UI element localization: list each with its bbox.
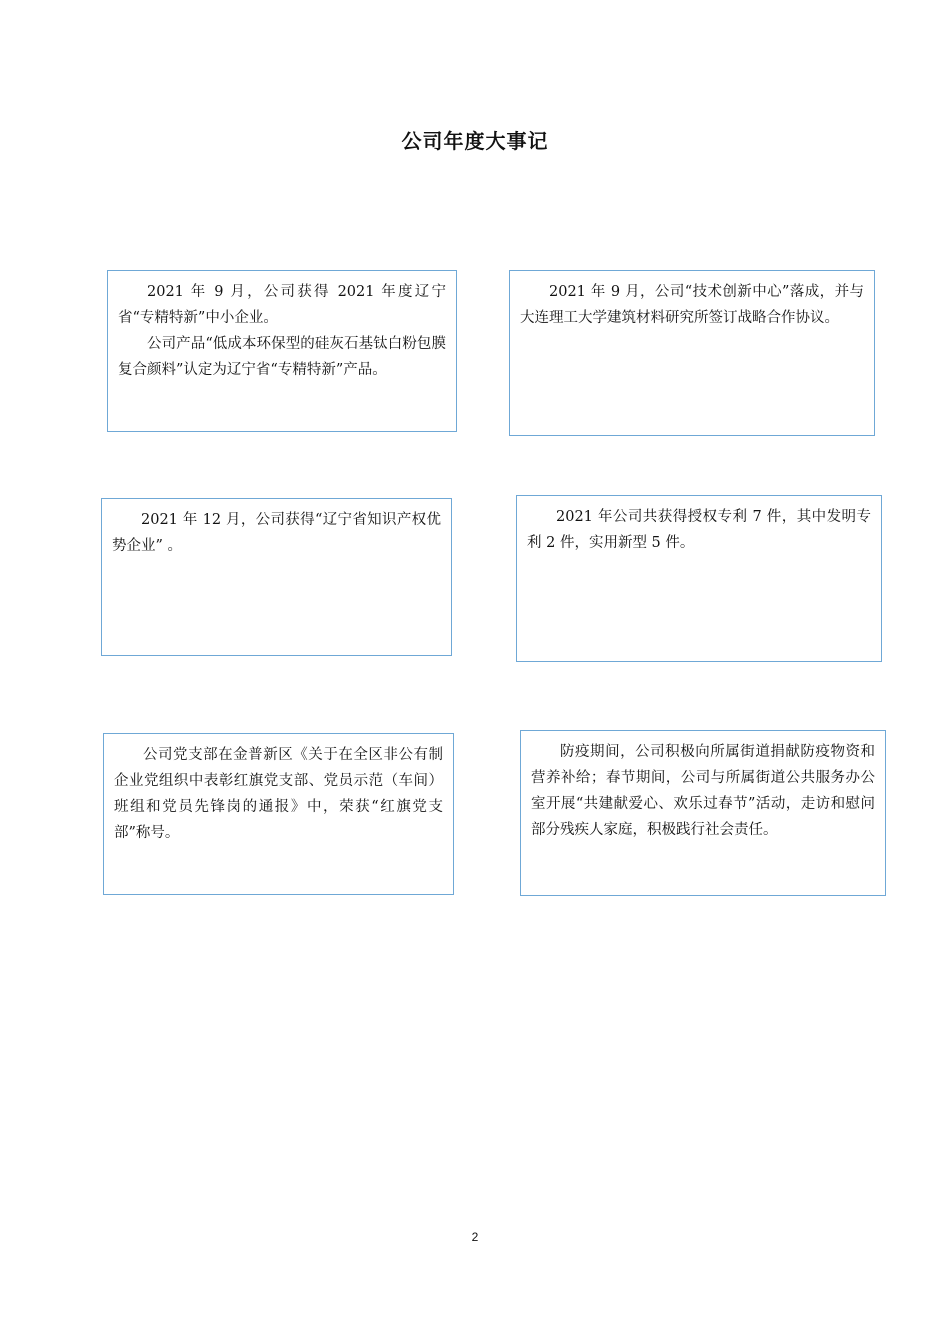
event-box-ip-advantage-enterprise [101,498,452,656]
event-box-patents [516,495,882,662]
page-number: 2 [471,1230,479,1244]
event-paragraph: 防疫期间，公司积极向所属街道捐献防疫物资和营养补给；春节期间，公司与所属街道公共服务办公室开展“共建献爱心、欢乐过春节”活动，走访和慰问部分残疾人家庭，积极践行社会责任。 [531,744,875,838]
event-paragraph: 2021 年公司共获得授权专利 7 件，其中发明专利 2 件，实用新型 5 件。 [527,509,871,551]
event-paragraph: 2021 年 9 月，公司获得 2021 年度辽宁省“专精特新”中小企业。 [118,284,446,326]
event-paragraph: 公司党支部在金普新区《关于在全区非公有制企业党组织中表彰红旗党支部、党员示范（车间）班组和党员先锋岗的通报》中，荣获“红旗党支部”称号。 [114,747,443,841]
event-paragraph: 2021 年 12 月，公司获得“辽宁省知识产权优势企业” 。 [112,512,441,554]
page-title: 公司年度大事记 [401,129,549,153]
event-paragraph: 公司产品“低成本环保型的硅灰石基钛白粉包膜复合颜料”认定为辽宁省“专精特新”产品。 [118,336,446,378]
event-box-party-branch-honor [103,733,454,895]
event-box-innovation-center [509,270,875,436]
event-box-social-responsibility [520,730,886,896]
event-paragraph: 2021 年 9 月，公司“技术创新中心”落成，并与大连理工大学建筑材料研究所签订战略合作协议。 [520,284,864,326]
event-box-patent-srdi-enterprise [107,270,457,432]
